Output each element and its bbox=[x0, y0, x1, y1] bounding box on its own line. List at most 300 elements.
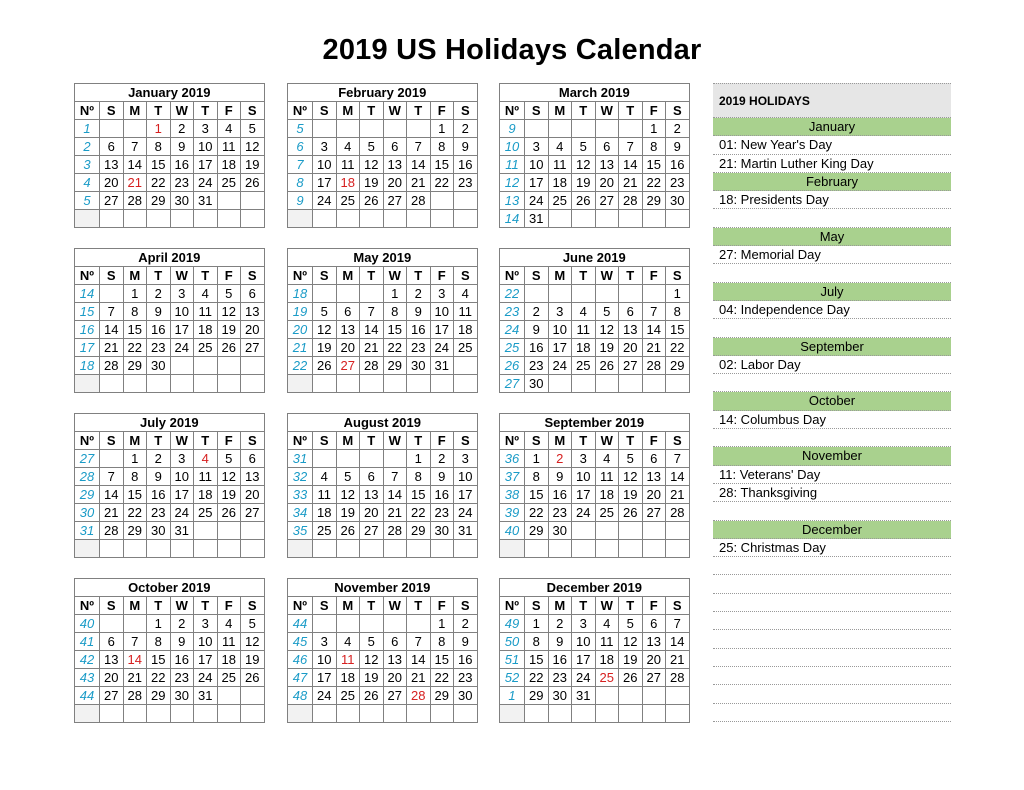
day-cell bbox=[642, 540, 666, 558]
day-cell: 15 bbox=[430, 156, 454, 174]
holiday-item: 28: Thanksgiving bbox=[713, 484, 951, 502]
day-cell: 30 bbox=[407, 357, 431, 375]
day-cell: 21 bbox=[383, 504, 407, 522]
week-number bbox=[288, 705, 313, 723]
day-cell: 22 bbox=[666, 339, 690, 357]
day-cell: 23 bbox=[407, 339, 431, 357]
weekday-header: T bbox=[360, 267, 384, 285]
day-cell: 24 bbox=[170, 339, 194, 357]
day-cell: 9 bbox=[548, 468, 572, 486]
day-cell: 11 bbox=[595, 468, 619, 486]
day-cell: 13 bbox=[383, 651, 407, 669]
day-cell bbox=[548, 375, 572, 393]
weekday-header: T bbox=[619, 597, 643, 615]
day-cell bbox=[123, 615, 147, 633]
week-number bbox=[75, 705, 100, 723]
day-cell: 18 bbox=[595, 651, 619, 669]
day-cell bbox=[619, 210, 643, 228]
day-cell bbox=[595, 687, 619, 705]
weekday-header: T bbox=[360, 102, 384, 120]
day-cell: 18 bbox=[336, 669, 360, 687]
day-cell: 27 bbox=[383, 192, 407, 210]
holiday-blank-line bbox=[713, 594, 951, 612]
week-number: 5 bbox=[288, 120, 313, 138]
weekday-header: T bbox=[194, 432, 218, 450]
day-cell bbox=[241, 375, 265, 393]
day-cell bbox=[170, 375, 194, 393]
weekday-header: T bbox=[407, 597, 431, 615]
day-cell: 18 bbox=[548, 174, 572, 192]
day-cell bbox=[407, 540, 431, 558]
day-cell: 26 bbox=[217, 504, 241, 522]
day-cell bbox=[313, 705, 337, 723]
week-row bbox=[500, 687, 690, 705]
weekday-header: S bbox=[313, 432, 337, 450]
day-cell: 17 bbox=[572, 486, 596, 504]
day-cell: 4 bbox=[194, 450, 218, 468]
day-cell: 1 bbox=[666, 285, 690, 303]
weekday-header: W bbox=[383, 102, 407, 120]
day-cell: 22 bbox=[147, 174, 171, 192]
day-cell: 3 bbox=[454, 450, 478, 468]
day-cell bbox=[194, 522, 218, 540]
week-row bbox=[500, 192, 690, 210]
day-cell: 2 bbox=[548, 615, 572, 633]
day-cell: 14 bbox=[666, 633, 690, 651]
day-cell bbox=[170, 540, 194, 558]
holiday-item: 25: Christmas Day bbox=[713, 539, 951, 557]
day-cell: 1 bbox=[407, 450, 431, 468]
day-cell bbox=[454, 540, 478, 558]
day-cell: 24 bbox=[313, 687, 337, 705]
week-row bbox=[75, 285, 265, 303]
month-table bbox=[74, 248, 265, 393]
day-cell: 21 bbox=[407, 174, 431, 192]
day-cell bbox=[170, 357, 194, 375]
day-cell: 8 bbox=[430, 633, 454, 651]
day-cell: 19 bbox=[217, 321, 241, 339]
day-cell: 30 bbox=[147, 357, 171, 375]
day-cell: 18 bbox=[336, 174, 360, 192]
week-number: 16 bbox=[75, 321, 100, 339]
day-cell: 16 bbox=[666, 156, 690, 174]
week-number: 46 bbox=[288, 651, 313, 669]
day-cell bbox=[194, 540, 218, 558]
day-cell: 25 bbox=[595, 669, 619, 687]
day-cell: 22 bbox=[642, 174, 666, 192]
day-cell bbox=[360, 540, 384, 558]
day-cell: 23 bbox=[548, 669, 572, 687]
day-cell bbox=[454, 210, 478, 228]
day-cell bbox=[383, 450, 407, 468]
weekday-header: S bbox=[525, 102, 549, 120]
day-cell: 31 bbox=[194, 687, 218, 705]
holiday-month-band: May bbox=[713, 228, 951, 246]
weekday-header: T bbox=[407, 267, 431, 285]
week-row bbox=[288, 375, 478, 393]
day-cell: 14 bbox=[123, 651, 147, 669]
day-cell: 3 bbox=[430, 285, 454, 303]
day-cell: 2 bbox=[666, 120, 690, 138]
weekday-header: Nº bbox=[75, 102, 100, 120]
week-row bbox=[288, 210, 478, 228]
weekday-header: F bbox=[217, 102, 241, 120]
week-number: 22 bbox=[288, 357, 313, 375]
day-cell: 8 bbox=[430, 138, 454, 156]
day-cell: 13 bbox=[642, 468, 666, 486]
day-cell bbox=[217, 687, 241, 705]
weekday-header: Nº bbox=[75, 597, 100, 615]
day-cell: 8 bbox=[642, 138, 666, 156]
day-cell bbox=[123, 375, 147, 393]
holiday-item: 21: Martin Luther King Day bbox=[713, 155, 951, 173]
day-cell bbox=[123, 540, 147, 558]
holiday-blank-line bbox=[713, 502, 951, 520]
day-cell: 4 bbox=[454, 285, 478, 303]
weekday-header: S bbox=[313, 267, 337, 285]
holiday-item: 14: Columbus Day bbox=[713, 411, 951, 429]
day-cell: 29 bbox=[123, 522, 147, 540]
day-cell: 2 bbox=[548, 450, 572, 468]
month-table bbox=[74, 413, 265, 558]
day-cell: 19 bbox=[241, 156, 265, 174]
day-cell: 16 bbox=[454, 651, 478, 669]
day-cell: 9 bbox=[666, 138, 690, 156]
week-row bbox=[500, 669, 690, 687]
day-cell bbox=[383, 615, 407, 633]
day-cell: 24 bbox=[170, 504, 194, 522]
day-cell: 1 bbox=[123, 285, 147, 303]
day-cell: 13 bbox=[100, 651, 124, 669]
day-cell: 18 bbox=[572, 339, 596, 357]
day-cell: 19 bbox=[595, 339, 619, 357]
day-cell: 24 bbox=[194, 174, 218, 192]
day-cell: 10 bbox=[548, 321, 572, 339]
day-cell bbox=[454, 705, 478, 723]
month-title: January 2019 bbox=[75, 84, 265, 102]
holiday-blank-line bbox=[713, 704, 951, 722]
week-row bbox=[75, 192, 265, 210]
day-cell bbox=[642, 375, 666, 393]
day-cell bbox=[572, 705, 596, 723]
week-number: 7 bbox=[288, 156, 313, 174]
week-number: 23 bbox=[500, 303, 525, 321]
day-cell: 8 bbox=[123, 303, 147, 321]
day-cell bbox=[241, 705, 265, 723]
day-cell: 20 bbox=[642, 651, 666, 669]
day-cell: 13 bbox=[595, 156, 619, 174]
week-row bbox=[288, 705, 478, 723]
day-cell bbox=[525, 705, 549, 723]
day-cell: 12 bbox=[217, 303, 241, 321]
week-number: 4 bbox=[75, 174, 100, 192]
week-row bbox=[500, 357, 690, 375]
week-row bbox=[500, 174, 690, 192]
day-cell: 17 bbox=[170, 321, 194, 339]
holiday-blank-line bbox=[713, 612, 951, 630]
day-cell: 13 bbox=[360, 486, 384, 504]
day-cell bbox=[642, 210, 666, 228]
week-number: 30 bbox=[75, 504, 100, 522]
day-cell bbox=[241, 540, 265, 558]
day-cell: 16 bbox=[548, 486, 572, 504]
day-cell: 17 bbox=[454, 486, 478, 504]
day-cell: 8 bbox=[525, 633, 549, 651]
weekday-header: S bbox=[525, 597, 549, 615]
day-cell: 6 bbox=[383, 138, 407, 156]
day-cell: 23 bbox=[548, 504, 572, 522]
day-cell bbox=[430, 192, 454, 210]
day-cell bbox=[313, 120, 337, 138]
day-cell: 15 bbox=[147, 651, 171, 669]
day-cell: 27 bbox=[642, 504, 666, 522]
week-row bbox=[75, 504, 265, 522]
day-cell: 14 bbox=[619, 156, 643, 174]
weekday-header: T bbox=[619, 102, 643, 120]
day-cell bbox=[217, 375, 241, 393]
week-row bbox=[288, 192, 478, 210]
day-cell: 18 bbox=[217, 156, 241, 174]
day-cell bbox=[595, 285, 619, 303]
day-cell: 10 bbox=[170, 468, 194, 486]
weekday-header: T bbox=[147, 597, 171, 615]
weekday-header: Nº bbox=[288, 432, 313, 450]
day-cell: 30 bbox=[430, 522, 454, 540]
day-cell: 3 bbox=[572, 450, 596, 468]
week-number: 14 bbox=[75, 285, 100, 303]
week-row bbox=[288, 303, 478, 321]
week-row bbox=[500, 285, 690, 303]
day-cell: 13 bbox=[100, 156, 124, 174]
day-cell: 1 bbox=[147, 120, 171, 138]
day-cell: 26 bbox=[619, 669, 643, 687]
day-cell: 17 bbox=[170, 486, 194, 504]
day-cell: 28 bbox=[666, 669, 690, 687]
week-row bbox=[75, 540, 265, 558]
weekday-header: S bbox=[525, 432, 549, 450]
week-number: 10 bbox=[500, 138, 525, 156]
week-number: 28 bbox=[75, 468, 100, 486]
day-cell: 26 bbox=[360, 687, 384, 705]
weekday-header: M bbox=[336, 267, 360, 285]
day-cell bbox=[360, 375, 384, 393]
week-row bbox=[500, 504, 690, 522]
day-cell: 1 bbox=[525, 450, 549, 468]
day-cell: 24 bbox=[454, 504, 478, 522]
day-cell: 27 bbox=[100, 192, 124, 210]
day-cell: 29 bbox=[147, 192, 171, 210]
day-cell: 29 bbox=[430, 687, 454, 705]
week-number bbox=[288, 210, 313, 228]
day-cell: 23 bbox=[170, 669, 194, 687]
day-cell bbox=[642, 522, 666, 540]
week-row bbox=[288, 669, 478, 687]
day-cell: 10 bbox=[525, 156, 549, 174]
day-cell: 4 bbox=[548, 138, 572, 156]
week-row bbox=[288, 339, 478, 357]
day-cell: 17 bbox=[194, 651, 218, 669]
day-cell: 9 bbox=[430, 468, 454, 486]
month-title: July 2019 bbox=[75, 414, 265, 432]
week-row bbox=[75, 450, 265, 468]
week-row bbox=[75, 210, 265, 228]
week-row bbox=[75, 138, 265, 156]
day-cell bbox=[217, 357, 241, 375]
weekday-header: Nº bbox=[500, 267, 525, 285]
day-cell: 17 bbox=[313, 669, 337, 687]
day-cell: 3 bbox=[548, 303, 572, 321]
day-cell bbox=[336, 285, 360, 303]
day-cell: 16 bbox=[548, 651, 572, 669]
day-cell bbox=[642, 285, 666, 303]
day-cell bbox=[241, 522, 265, 540]
week-number: 27 bbox=[75, 450, 100, 468]
week-row bbox=[75, 705, 265, 723]
week-number: 22 bbox=[500, 285, 525, 303]
weekday-header: M bbox=[123, 267, 147, 285]
day-cell: 25 bbox=[217, 174, 241, 192]
day-cell: 18 bbox=[194, 486, 218, 504]
day-cell: 1 bbox=[383, 285, 407, 303]
day-cell: 12 bbox=[241, 138, 265, 156]
week-row bbox=[75, 303, 265, 321]
day-cell: 1 bbox=[123, 450, 147, 468]
day-cell: 3 bbox=[572, 615, 596, 633]
day-cell: 15 bbox=[123, 321, 147, 339]
day-cell: 17 bbox=[548, 339, 572, 357]
holiday-month-band: January bbox=[713, 118, 951, 136]
holiday-blank-line bbox=[713, 319, 951, 337]
week-number bbox=[500, 540, 525, 558]
weekday-header: F bbox=[217, 432, 241, 450]
day-cell bbox=[595, 120, 619, 138]
day-cell: 19 bbox=[619, 651, 643, 669]
day-cell: 9 bbox=[454, 633, 478, 651]
day-cell: 7 bbox=[642, 303, 666, 321]
day-cell: 4 bbox=[336, 633, 360, 651]
day-cell: 15 bbox=[407, 486, 431, 504]
day-cell: 15 bbox=[147, 156, 171, 174]
day-cell: 15 bbox=[430, 651, 454, 669]
day-cell: 10 bbox=[313, 156, 337, 174]
week-row bbox=[500, 633, 690, 651]
day-cell: 13 bbox=[619, 321, 643, 339]
day-cell: 20 bbox=[619, 339, 643, 357]
day-cell bbox=[595, 540, 619, 558]
week-row bbox=[500, 303, 690, 321]
week-number: 21 bbox=[288, 339, 313, 357]
day-cell: 16 bbox=[170, 156, 194, 174]
week-number: 12 bbox=[500, 174, 525, 192]
week-number: 44 bbox=[288, 615, 313, 633]
day-cell: 8 bbox=[147, 138, 171, 156]
day-cell: 21 bbox=[123, 669, 147, 687]
day-cell bbox=[194, 210, 218, 228]
weekday-header: M bbox=[548, 102, 572, 120]
day-cell: 27 bbox=[241, 339, 265, 357]
day-cell: 22 bbox=[430, 669, 454, 687]
day-cell bbox=[313, 375, 337, 393]
day-cell: 9 bbox=[548, 633, 572, 651]
weekday-header: Nº bbox=[288, 597, 313, 615]
holiday-month-band: December bbox=[713, 521, 951, 539]
day-cell: 24 bbox=[548, 357, 572, 375]
weekday-header: S bbox=[666, 597, 690, 615]
day-cell: 6 bbox=[619, 303, 643, 321]
day-cell bbox=[336, 705, 360, 723]
week-number: 24 bbox=[500, 321, 525, 339]
day-cell bbox=[454, 375, 478, 393]
week-row bbox=[288, 633, 478, 651]
day-cell: 21 bbox=[642, 339, 666, 357]
weekday-header: T bbox=[407, 432, 431, 450]
day-cell: 5 bbox=[241, 615, 265, 633]
month-title: August 2019 bbox=[288, 414, 478, 432]
day-cell bbox=[123, 120, 147, 138]
week-number: 29 bbox=[75, 486, 100, 504]
day-cell bbox=[572, 375, 596, 393]
day-cell: 18 bbox=[194, 321, 218, 339]
week-row bbox=[500, 486, 690, 504]
day-cell: 20 bbox=[642, 486, 666, 504]
day-cell: 5 bbox=[217, 450, 241, 468]
week-row bbox=[288, 504, 478, 522]
day-cell: 6 bbox=[595, 138, 619, 156]
day-cell: 19 bbox=[619, 486, 643, 504]
day-cell: 11 bbox=[548, 156, 572, 174]
weekday-header: S bbox=[241, 432, 265, 450]
day-cell bbox=[360, 615, 384, 633]
week-number: 9 bbox=[288, 192, 313, 210]
day-cell: 11 bbox=[194, 303, 218, 321]
day-cell: 26 bbox=[241, 174, 265, 192]
day-cell bbox=[360, 285, 384, 303]
day-cell: 29 bbox=[383, 357, 407, 375]
day-cell: 30 bbox=[147, 522, 171, 540]
day-cell bbox=[407, 210, 431, 228]
weekday-header: W bbox=[170, 102, 194, 120]
day-cell: 13 bbox=[241, 468, 265, 486]
day-cell bbox=[595, 375, 619, 393]
holiday-month-band: September bbox=[713, 338, 951, 356]
day-cell bbox=[642, 687, 666, 705]
day-cell: 23 bbox=[147, 339, 171, 357]
day-cell: 28 bbox=[360, 357, 384, 375]
week-row bbox=[288, 138, 478, 156]
day-cell: 30 bbox=[170, 192, 194, 210]
day-cell: 2 bbox=[147, 285, 171, 303]
week-number: 47 bbox=[288, 669, 313, 687]
day-cell bbox=[170, 210, 194, 228]
day-cell bbox=[383, 120, 407, 138]
week-number: 38 bbox=[500, 486, 525, 504]
day-cell: 5 bbox=[336, 468, 360, 486]
week-number: 19 bbox=[288, 303, 313, 321]
day-cell: 28 bbox=[100, 357, 124, 375]
day-cell bbox=[100, 375, 124, 393]
day-cell: 5 bbox=[572, 138, 596, 156]
day-cell: 21 bbox=[360, 339, 384, 357]
day-cell bbox=[194, 375, 218, 393]
week-number: 17 bbox=[75, 339, 100, 357]
week-number: 26 bbox=[500, 357, 525, 375]
day-cell bbox=[217, 522, 241, 540]
day-cell bbox=[525, 285, 549, 303]
weekday-header: S bbox=[100, 102, 124, 120]
week-row bbox=[500, 705, 690, 723]
week-row bbox=[500, 138, 690, 156]
day-cell bbox=[666, 522, 690, 540]
